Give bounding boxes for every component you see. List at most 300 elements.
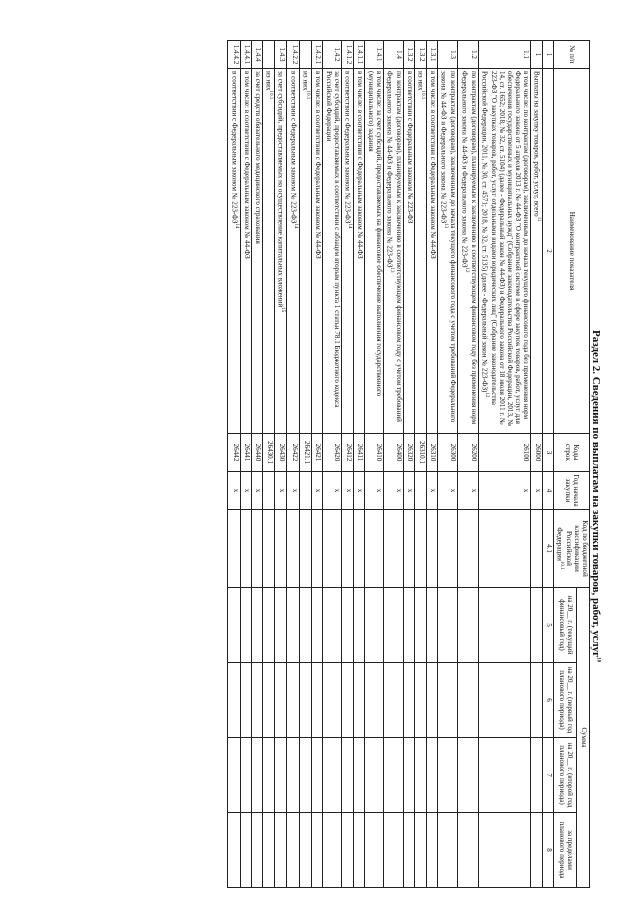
row-name: [530, 69, 542, 434]
row-number: [274, 41, 286, 69]
row-year: [458, 472, 478, 510]
row-sum-2: [322, 663, 341, 738]
row-number: [530, 41, 542, 69]
row-code-text: 26410: [374, 443, 383, 462]
row-year: [240, 472, 251, 510]
row-sum-4: [353, 813, 364, 888]
row-year: [403, 472, 414, 510]
row-year-text: x: [290, 488, 299, 493]
table-row: [353, 41, 364, 888]
row-sum-2: [478, 663, 530, 738]
row-code-text: 26000: [533, 443, 542, 462]
row-footnote: 10.1: [420, 90, 426, 100]
row-number-text: 1.4.2: [332, 47, 341, 62]
row-sum-4: [383, 813, 403, 888]
row-sum-4: [364, 813, 383, 888]
row-sum-2: [353, 663, 364, 738]
row-number-text: 1.4.1.2: [344, 44, 353, 65]
row-name-text: в том числе: в соответствии с Федеральным законом № 44-ФЗ: [355, 71, 364, 259]
row-sum-3: [311, 738, 322, 813]
table-row: [274, 41, 286, 888]
header-col-kbk-text: Код по бюджетной классификации Российской Федерации: [555, 520, 589, 577]
row-sum-3: [287, 738, 299, 813]
table-row: [364, 41, 383, 888]
row-sum-1: [287, 588, 299, 663]
row-number-text: 1.3.1: [429, 47, 438, 62]
row-year: [287, 472, 299, 510]
row-year-text: x: [394, 488, 403, 493]
row-kbk: [274, 510, 286, 588]
row-name-text: в соответствии с Федеральным законом № 223-ФЗ: [405, 71, 414, 224]
row-sum-1: [299, 588, 311, 663]
table-row: [240, 41, 251, 888]
row-name-text: в соответствии с Федеральным законом № 223-ФЗ: [343, 71, 352, 224]
row-number: [287, 41, 299, 69]
row-kbk: [530, 510, 542, 588]
row-year-text: x: [449, 488, 458, 493]
row-sum-2: [341, 663, 353, 738]
row-kbk: [228, 510, 240, 588]
row-year-text: x: [533, 488, 542, 493]
row-name: [228, 69, 240, 434]
row-year: [383, 472, 403, 510]
row-number: [427, 41, 438, 69]
row-code: [530, 434, 542, 472]
row-year: [262, 472, 274, 510]
row-sum-4: [287, 813, 299, 888]
row-name: [478, 69, 530, 434]
row-number-text: 1.1: [521, 50, 530, 59]
row-code: [353, 434, 364, 472]
row-sum-3: [228, 738, 240, 813]
row-sum-2: [240, 663, 251, 738]
row-code: [228, 434, 240, 472]
row-year: [311, 472, 322, 510]
row-sum-4: [322, 813, 341, 888]
row-kbk: [414, 510, 426, 588]
row-sum-3: [403, 738, 414, 813]
row-name: [414, 69, 426, 434]
table-row: [262, 41, 274, 888]
row-number: [383, 41, 403, 69]
row-number: [341, 41, 353, 69]
row-code: [364, 434, 383, 472]
row-year-text: x: [253, 488, 262, 493]
row-sum-4: [228, 813, 240, 888]
col-number: 5: [542, 588, 553, 663]
row-number-text: 1.3.2: [418, 47, 427, 62]
header-year-3: на 20__ г. (второй год планового периода): [553, 738, 576, 813]
row-name-text: Выплаты на закупку товаров, работ, услуг, всего: [532, 71, 541, 217]
col-number: 2: [542, 69, 553, 434]
header-year-2: на 20__ г. (первый год планового периода): [553, 663, 576, 738]
row-code-text: 26300: [449, 443, 458, 462]
row-code: [251, 434, 262, 472]
header-col-year: Год начала закупки: [553, 472, 589, 510]
row-year-text: x: [313, 488, 322, 493]
row-name: [383, 69, 403, 434]
row-number: [458, 41, 478, 69]
table-row: [383, 41, 403, 888]
row-number: [478, 41, 530, 69]
row-year: [228, 472, 240, 510]
row-number: [403, 41, 414, 69]
row-number: [353, 41, 364, 69]
row-name: [274, 69, 286, 434]
row-number-text: 1.4: [394, 50, 403, 59]
row-sum-4: [414, 813, 426, 888]
row-code: [403, 434, 414, 472]
row-name: [240, 69, 251, 434]
row-sum-1: [383, 588, 403, 663]
row-code: [458, 434, 478, 472]
row-code-text: 26400: [394, 443, 403, 462]
row-sum-2: [274, 663, 286, 738]
row-kbk: [403, 510, 414, 588]
row-code-text: 26420: [332, 443, 341, 462]
row-number: [240, 41, 251, 69]
row-sum-3: [251, 738, 262, 813]
row-code-text: 26200: [469, 443, 478, 462]
row-sum-1: [478, 588, 530, 663]
row-footnote: 14: [233, 223, 239, 229]
row-year-text: x: [231, 488, 240, 493]
row-sum-1: [341, 588, 353, 663]
row-sum-2: [438, 663, 458, 738]
col-number: 4.1: [542, 510, 553, 588]
table-row: [251, 41, 262, 888]
row-sum-4: [262, 813, 274, 888]
header-col-kbk: [553, 510, 589, 588]
row-code: [299, 434, 311, 472]
row-code: [240, 434, 251, 472]
row-sum-3: [530, 738, 542, 813]
row-code-text: 26430.1: [265, 440, 274, 465]
row-sum-3: [438, 738, 458, 813]
row-kbk: [438, 510, 458, 588]
row-year: [364, 472, 383, 510]
section-title-text: Раздел 2. Сведения по выплатам на закупки товаров, работ, услуг: [590, 330, 602, 658]
row-sum-3: [427, 738, 438, 813]
row-name-text: в соответствии с Федеральным законом № 223-ФЗ: [289, 71, 298, 224]
row-year-text: x: [429, 488, 438, 493]
row-sum-3: [353, 738, 364, 813]
table-row: [458, 41, 478, 888]
row-code-text: 26320: [405, 443, 414, 462]
row-kbk: [287, 510, 299, 588]
row-sum-4: [341, 813, 353, 888]
header-year-1: на 20__ г. (текущий финансовый год): [553, 588, 576, 663]
row-code: [274, 434, 286, 472]
row-name-text: за счет средств обязательного медицинского страхования: [253, 71, 262, 244]
row-code-text: 26442: [231, 443, 240, 462]
row-year-text: x: [521, 488, 530, 493]
header-col-kbk-note: 10.1: [559, 560, 565, 570]
row-sum-2: [299, 663, 311, 738]
row-sum-4: [251, 813, 262, 888]
row-name-text: в том числе: в соответствии с Федеральным законом № 44-ФЗ: [313, 71, 322, 259]
row-year-text: x: [374, 488, 383, 493]
row-sum-2: [414, 663, 426, 738]
row-kbk: [341, 510, 353, 588]
row-code-text: 26310: [429, 443, 438, 462]
row-sum-3: [240, 738, 251, 813]
row-sum-4: [274, 813, 286, 888]
row-sum-1: [251, 588, 262, 663]
row-sum-2: [403, 663, 414, 738]
row-sum-4: [403, 813, 414, 888]
row-sum-2: [427, 663, 438, 738]
row-name: [427, 69, 438, 434]
row-sum-1: [228, 588, 240, 663]
row-name: [364, 69, 383, 434]
table-row: [530, 41, 542, 888]
row-name-text: по контрактам (договорам), заключенным до начала текущего финансового года с учетом требований Федерального закона № 44-ФЗ и Федерального закона № 223-ФЗ: [440, 71, 458, 423]
col-number: 4: [542, 472, 553, 510]
row-footnote: 10.1: [304, 90, 310, 100]
row-code: [262, 434, 274, 472]
col-number: 1: [542, 41, 553, 69]
row-code: [311, 434, 322, 472]
row-kbk: [322, 510, 341, 588]
row-name-text: из них: [416, 71, 425, 91]
row-year: [274, 472, 286, 510]
row-sum-1: [414, 588, 426, 663]
row-code-text: 26422: [290, 443, 299, 462]
row-number-text: 1.3: [449, 50, 458, 59]
row-sum-4: [299, 813, 311, 888]
row-sum-4: [427, 813, 438, 888]
row-number: [251, 41, 262, 69]
table-row: [427, 41, 438, 888]
table-row: [403, 41, 414, 888]
row-year: [341, 472, 353, 510]
row-sum-3: [458, 738, 478, 813]
row-name: [311, 69, 322, 434]
row-code: [287, 434, 299, 472]
row-number: [438, 41, 458, 69]
row-name: [262, 69, 274, 434]
table-row: [311, 41, 322, 888]
row-sum-3: [341, 738, 353, 813]
row-year: [251, 472, 262, 510]
row-sum-2: [530, 663, 542, 738]
row-code: [341, 434, 353, 472]
row-sum-2: [311, 663, 322, 738]
row-sum-2: [364, 663, 383, 738]
row-sum-1: [353, 588, 364, 663]
row-year: [427, 472, 438, 510]
row-code-text: 26441: [242, 443, 251, 462]
row-year: [353, 472, 364, 510]
payments-table: [227, 40, 590, 888]
row-sum-1: [311, 588, 322, 663]
row-number-text: 1.3.2: [405, 47, 414, 62]
row-number-text: 1.4.3: [278, 47, 287, 62]
row-name-text: в том числе: за счет субсидий, предоставляемых на финансовое обеспечение выполнения государственного (муниципального) задания: [366, 71, 383, 397]
row-sum-2: [458, 663, 478, 738]
row-kbk: [240, 510, 251, 588]
row-kbk: [251, 510, 262, 588]
row-sum-3: [414, 738, 426, 813]
row-footnote: 14: [346, 223, 352, 229]
row-number-text: 1.4.1: [374, 47, 383, 62]
row-sum-3: [262, 738, 274, 813]
row-sum-4: [240, 813, 251, 888]
row-kbk: [299, 510, 311, 588]
row-kbk: [311, 510, 322, 588]
row-footnote: 13: [389, 267, 395, 273]
row-sum-2: [228, 663, 240, 738]
row-name-text: из них: [301, 71, 310, 91]
row-year-text: x: [278, 488, 287, 493]
row-year: [322, 472, 341, 510]
row-code: [438, 434, 458, 472]
row-year-text: x: [469, 488, 478, 493]
row-code-text: 26310.1: [418, 440, 427, 465]
table-row: [438, 41, 458, 888]
row-number: [228, 41, 240, 69]
table-row: [414, 41, 426, 888]
row-kbk: [427, 510, 438, 588]
row-name-text: по контрактам (договорам), планируемым к заключению в соответствующем финансовом году с учетом требований Федерального закона № 44-ФЗ и Федерального закона № 223-ФЗ: [385, 71, 403, 422]
row-footnote: 11: [535, 216, 541, 222]
row-sum-3: [364, 738, 383, 813]
row-year-text: x: [242, 488, 251, 493]
row-sum-1: [530, 588, 542, 663]
row-sum-3: [478, 738, 530, 813]
row-year-text: x: [344, 488, 353, 493]
row-code-text: 26421: [313, 443, 322, 462]
row-sum-4: [438, 813, 458, 888]
row-sum-2: [262, 663, 274, 738]
row-footnote: 13: [443, 223, 449, 229]
row-kbk: [458, 510, 478, 588]
row-footnote: 12: [483, 392, 489, 398]
row-number: [414, 41, 426, 69]
row-name-text: по контрактам (договорам), планируемым к заключению в соответствующем финансовом году без применения норм Федерального закона № 44-ФЗ и Федерального закона № 223-ФЗ: [460, 71, 478, 425]
row-sum-3: [299, 738, 311, 813]
row-year-text: x: [355, 488, 364, 493]
row-sum-1: [322, 588, 341, 663]
header-col-name: Наименование показателя: [553, 69, 589, 434]
col-number: 8: [542, 813, 553, 888]
row-number-text: 1.4.1.1: [355, 44, 364, 65]
row-footnote: 12: [463, 267, 469, 273]
row-name-text: в соответствии с Федеральным законом № 223-ФЗ: [230, 71, 239, 224]
table-row: [322, 41, 341, 888]
row-year: [414, 472, 426, 510]
row-name: [287, 69, 299, 434]
row-number: [311, 41, 322, 69]
row-kbk: [383, 510, 403, 588]
row-number-text: 1.4.2.1: [313, 44, 322, 65]
table-row: [228, 41, 240, 888]
row-sum-1: [458, 588, 478, 663]
table-row: [478, 41, 530, 888]
row-sum-3: [322, 738, 341, 813]
row-code: [478, 434, 530, 472]
table-row: [299, 41, 311, 888]
row-name: [438, 69, 458, 434]
row-year-text: x: [332, 488, 341, 493]
row-number-text: 1.2: [469, 50, 478, 59]
row-sum-1: [262, 588, 274, 663]
row-sum-1: [274, 588, 286, 663]
row-sum-1: [364, 588, 383, 663]
row-sum-1: [427, 588, 438, 663]
col-number: 6: [542, 663, 553, 738]
table-row: [287, 41, 299, 888]
row-code: [322, 434, 341, 472]
row-number-text: 1.4.2.2: [290, 44, 299, 65]
col-number: 3: [542, 434, 553, 472]
row-sum-1: [403, 588, 414, 663]
row-sum-2: [251, 663, 262, 738]
row-name-text: из них: [264, 71, 273, 91]
row-name: [299, 69, 311, 434]
row-code-text: 26421.1: [302, 440, 311, 465]
row-code: [383, 434, 403, 472]
row-sum-4: [478, 813, 530, 888]
header-beyond: за пределами планового периода: [553, 813, 576, 888]
row-sum-1: [240, 588, 251, 663]
row-name-text: в том числе: в соответствии с Федеральным законом № 44-ФЗ: [429, 71, 438, 259]
row-number: [322, 41, 341, 69]
row-number: [299, 41, 311, 69]
row-number: [262, 41, 274, 69]
section-title: [590, 330, 602, 662]
row-sum-4: [458, 813, 478, 888]
row-name: [251, 69, 262, 434]
row-number-text: 1.4.4: [253, 47, 262, 62]
row-sum-1: [438, 588, 458, 663]
row-code-text: 26412: [344, 443, 353, 462]
row-sum-4: [530, 813, 542, 888]
row-name: [322, 69, 341, 434]
row-footnote: 10.1: [267, 90, 273, 100]
row-code-text: 26100: [521, 443, 530, 462]
row-number-text: 1.4.4.2: [231, 44, 240, 65]
col-number: 7: [542, 738, 553, 813]
row-code-text: 26430: [278, 443, 287, 462]
row-kbk: [353, 510, 364, 588]
row-number-text: 1: [533, 52, 542, 57]
row-name: [458, 69, 478, 434]
header-col-code: Коды строк: [553, 434, 589, 472]
row-year: [478, 472, 530, 510]
row-sum-3: [383, 738, 403, 813]
row-name-text: в том числе: в соответствии с Федеральным законом № 44-ФЗ: [242, 71, 251, 259]
section-title-note: 10: [595, 657, 601, 663]
row-kbk: [478, 510, 530, 588]
row-code-text: 26411: [355, 443, 364, 462]
column-numbers-row: [542, 41, 553, 888]
row-name: [403, 69, 414, 434]
row-year-text: x: [405, 488, 414, 493]
row-sum-3: [274, 738, 286, 813]
row-code: [414, 434, 426, 472]
row-sum-2: [287, 663, 299, 738]
row-sum-4: [311, 813, 322, 888]
row-year: [299, 472, 311, 510]
row-name-text: за счет субсидий, предоставляемых в соответствии с абзацем вторым пункта 1 статьи 78.1 Бюджетного кодекса Российской Федерации: [324, 71, 341, 408]
row-sum-2: [383, 663, 403, 738]
row-footnote: 15: [280, 307, 286, 313]
row-number-text: 1.4.4.1: [242, 44, 251, 65]
row-code-text: 26440: [253, 443, 262, 462]
row-kbk: [262, 510, 274, 588]
